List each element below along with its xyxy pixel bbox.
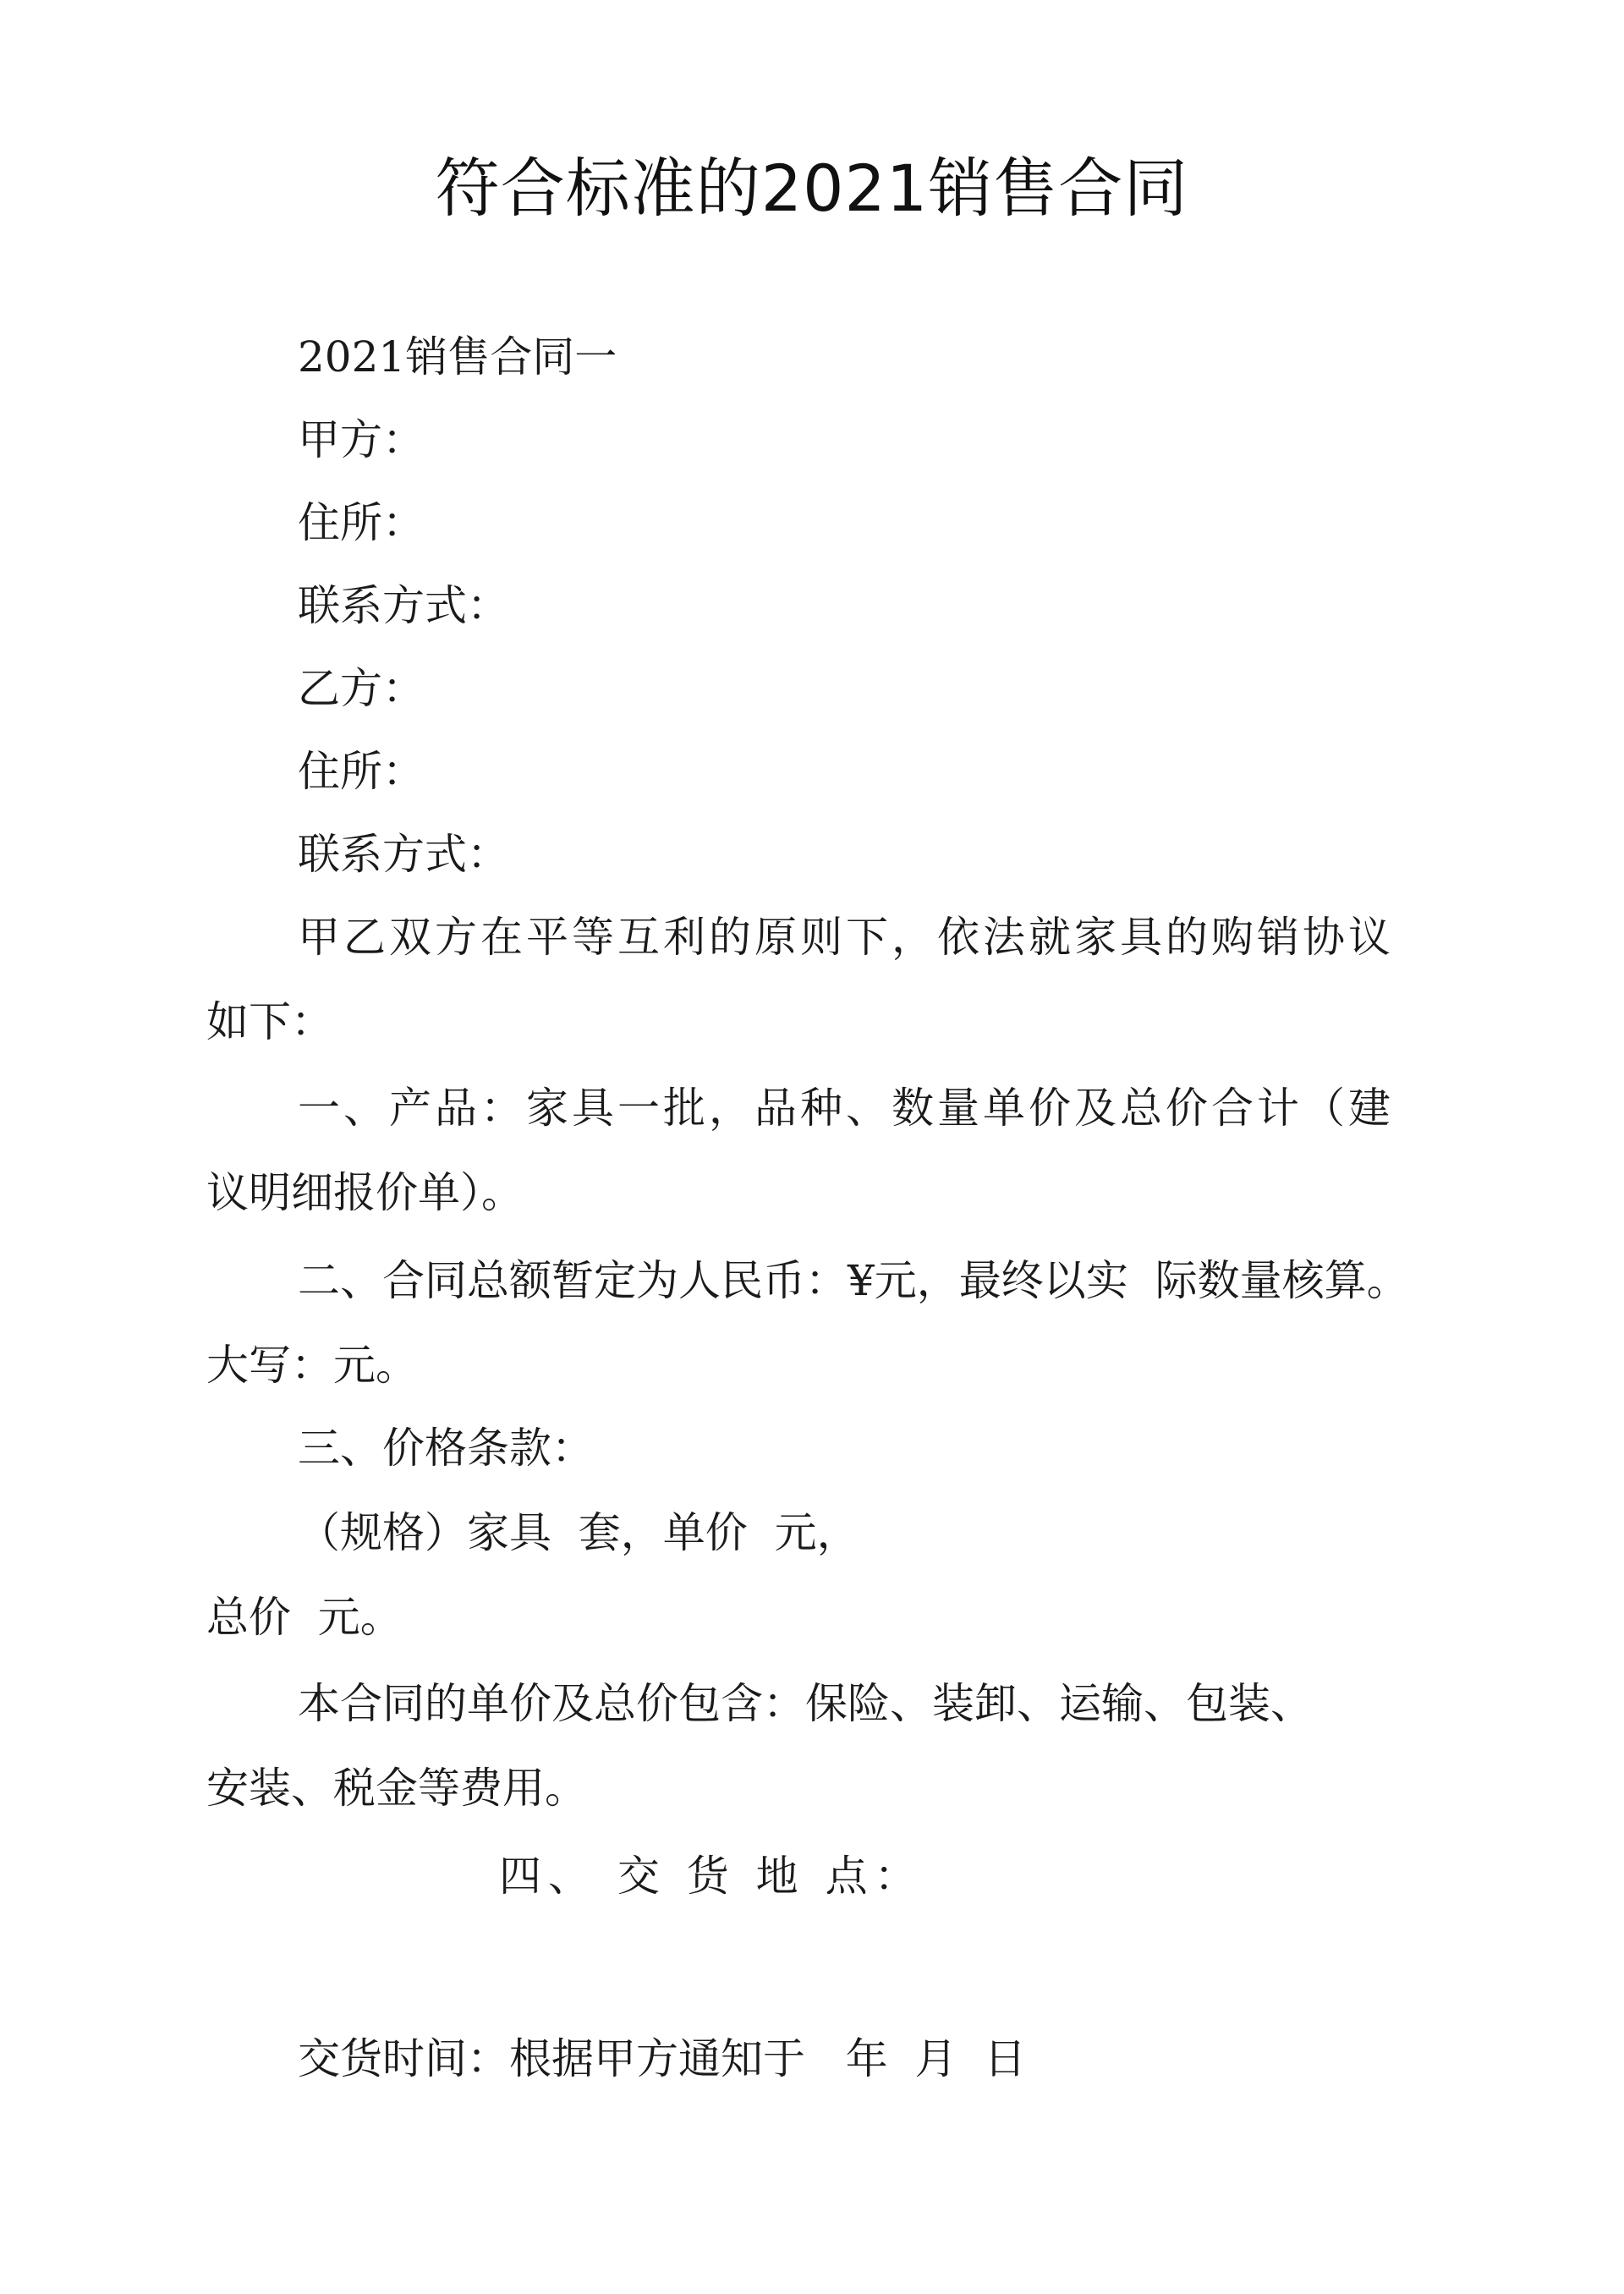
clause-2-line-2: 大写：元。 bbox=[206, 1341, 418, 1390]
price-inclusion-line-1: 本合同的单价及总价包含：保险、装卸、运输、包装、 bbox=[298, 1679, 1313, 1728]
clause-3-total-line: 总价 元。 bbox=[206, 1593, 403, 1642]
clause-3-spec-line: （规格）家具 套，单价 元， bbox=[298, 1508, 859, 1557]
party-a-label: 甲方： bbox=[298, 415, 425, 464]
party-b-label: 乙方： bbox=[298, 664, 425, 713]
document-title: 符合标准的2021销售合同 bbox=[435, 151, 1189, 226]
contract-subtitle: 2021销售合同一 bbox=[298, 332, 617, 381]
preamble-line-2: 如下： bbox=[206, 997, 333, 1046]
clause-2-line-1: 二、合同总额暂定为人民币：¥元，最终以实 际数量核算。 bbox=[298, 1256, 1409, 1305]
party-b-contact-label: 联系方式： bbox=[298, 830, 509, 879]
party-a-contact-label: 联系方式： bbox=[298, 581, 509, 630]
clause-4-heading: 四、 交 货 地 点： bbox=[499, 1852, 924, 1901]
clause-1-line-2: 议明细报价单）。 bbox=[206, 1168, 524, 1217]
delivery-time-line: 交货时间：根据甲方通知于 年 月 日 bbox=[298, 2034, 1027, 2083]
clause-3-heading: 三、价格条款： bbox=[298, 1424, 594, 1473]
party-b-address-label: 住所： bbox=[298, 747, 425, 796]
price-inclusion-line-2: 安装、税金等费用。 bbox=[206, 1764, 587, 1813]
preamble-line-1: 甲乙双方在平等互利的原则下，依法就家具的购销协议 bbox=[298, 913, 1394, 962]
clause-1-line-1: 一、产品：家具一批，品种、数量单价及总价合计（建 bbox=[298, 1084, 1394, 1133]
party-a-address-label: 住所： bbox=[298, 498, 425, 547]
